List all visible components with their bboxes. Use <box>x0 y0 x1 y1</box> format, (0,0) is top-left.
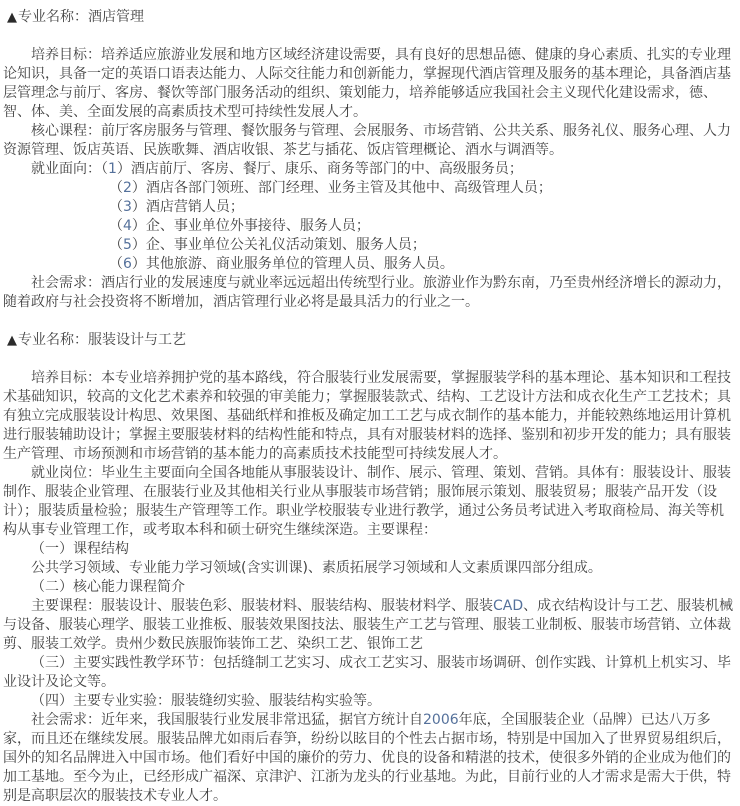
section-blocks <box>3 369 736 806</box>
paragraph: 就业岗位：毕业生主要面向全国各地能从事服装设计、制作、展示、管理、策划、营销。具体有：服装设计、服装制作、服装企业管理、在服装行业及其他相关行业从事服装市场营销；服饰展示策划、服装贸易；服装产品开发（设计）；服装质量检验；服装生产管理等工作。职业学校服装专业进行教学，通过公务员考试进入考取商检局、海关等机构从事专业管理工作，或考取本科和硕士研究生继续深造。主要课程： <box>3 465 731 538</box>
paragraph: （二）核心能力课程简介 <box>31 579 185 595</box>
paragraph: 社会需求：近年来，我国服装行业发展非常迅猛，据官方统计自2006年底，全国服装企业（品牌）已达八万多家，而且还在继续发展。服装品牌尤如雨后春笋，纷纷以眩目的个性去占据市场，特别是中国加入了世界贸易组织后，国外的知名品牌进入中国市场。他们看好中国的廉价的劳力、优良的设备和精湛的技术，使很多外销的企业成为他们的加工基地。至今为止，已经形成广福深、京津沪、江浙为龙头的行业基地。为此，目前行业的人才需求是需大于供，特别是高职层次的服装技术专业人才。 <box>3 712 731 804</box>
paragraph: 培养目标：培养适应旅游业发展和地方区域经济建设需要，具有良好的思想品德、健康的身心素质、扎实的专业理论知识，具备一定的英语口语表达能力、人际交往能力和创新能力，掌握现代酒店管理及服务的基本理论，具备酒店基层管理念与前厅、客房、餐饮等部门服务活动的组织、策划能力，培养能够适应我国社会主义现代化建设需求，德、智、体、美、全面发展的高素质技术型可持续性发展人才。 <box>3 47 731 120</box>
paragraph: 公共学习领域、专业能力学习领域(含实训课)、素质拓展学习领域和人文素质课四部分组成。 <box>31 560 602 576</box>
list-item: （6）其他旅游、商业服务单位的管理人员、服务人员。 <box>109 256 454 272</box>
section-title-text: 专业名称：服装设计与工艺 <box>18 332 186 348</box>
list-item: （4）企、事业单位外事接待、服务人员； <box>109 218 370 234</box>
section-blocks <box>3 46 736 312</box>
section-title <box>3 331 736 350</box>
paragraph: （一）课程结构 <box>31 541 129 557</box>
section-title-text: 专业名称：酒店管理 <box>18 9 144 25</box>
triangle-marker-icon: ▲ <box>7 10 17 25</box>
list-item: （3）酒店营销人员； <box>109 199 244 215</box>
paragraph: 社会需求：酒店行业的发展速度与就业率远远超出传统型行业。旅游业作为黔东南，乃至贵州经济增长的源动力，随着政府与社会投资将不断增加，酒店管理行业必将是最具活力的行业之一。 <box>3 275 731 310</box>
paragraph: 核心课程：前厅客房服务与管理、餐饮服务与管理、会展服务、市场营销、公共关系、服务礼仪、服务心理、人力资源管理、饭店英语、民族歌舞、酒店收银、茶艺与插花、饭店管理概论、酒水与调酒等。 <box>3 123 731 158</box>
paragraph: （三）主要实践性教学环节：包括缝制工艺实习、成衣工艺实习、服装市场调研、创作实践、计算机上机实习、毕业设计及论文等。 <box>3 655 731 690</box>
section-fashion-design <box>3 331 736 806</box>
paragraph: （四）主要专业实验：服装缝纫实验、服装结构实验等。 <box>31 693 381 709</box>
list-item: （2）酒店各部门领班、部门经理、业务主管及其他中、高级管理人员； <box>109 180 552 196</box>
paragraph: 主要课程：服装设计、服装色彩、服装材料、服装结构、服装材料学、服装CAD、成衣结构设计与工艺、服装机械与设备、服装心理学、服装工业推板、服装效果图技法、服装生产工艺与管理、服装工业制板、服装市场营销、立体裁剪、服装工效学。贵州少数民族服饰装饰工艺、染织工艺、银饰工艺 <box>3 598 734 652</box>
section-title <box>3 8 736 27</box>
list-item: （5）企、事业单位公关礼仪活动策划、服务人员； <box>109 237 426 253</box>
section-hotel-management <box>3 8 736 312</box>
paragraph: 就业面向：（1）酒店前厅、客房、餐厅、康乐、商务等部门的中、高级服务员； <box>31 161 523 177</box>
triangle-marker-icon: ▲ <box>7 333 17 348</box>
paragraph: 培养目标：本专业培养拥护党的基本路线，符合服装行业发展需要，掌握服装学科的基本理论、基本知识和工程技术基础知识，较高的文化艺术素养和较强的审美能力；掌握服装款式、结构、工艺设计方法和成衣化生产工艺技术；具有独立完成服装设计构思、效果图、基础纸样和推板及确定加工工艺与成衣制作的基本能力，并能较熟练地运用计算机进行服装辅助设计；掌握主要服装材料的结构性能和特点，具有对服装材料的选择、鉴别和初步开发的能力；具有服装生产管理、市场预测和市场营销的基本能力的高素质技术技能型可持续发展人才。 <box>3 370 731 462</box>
document-body <box>3 8 736 806</box>
